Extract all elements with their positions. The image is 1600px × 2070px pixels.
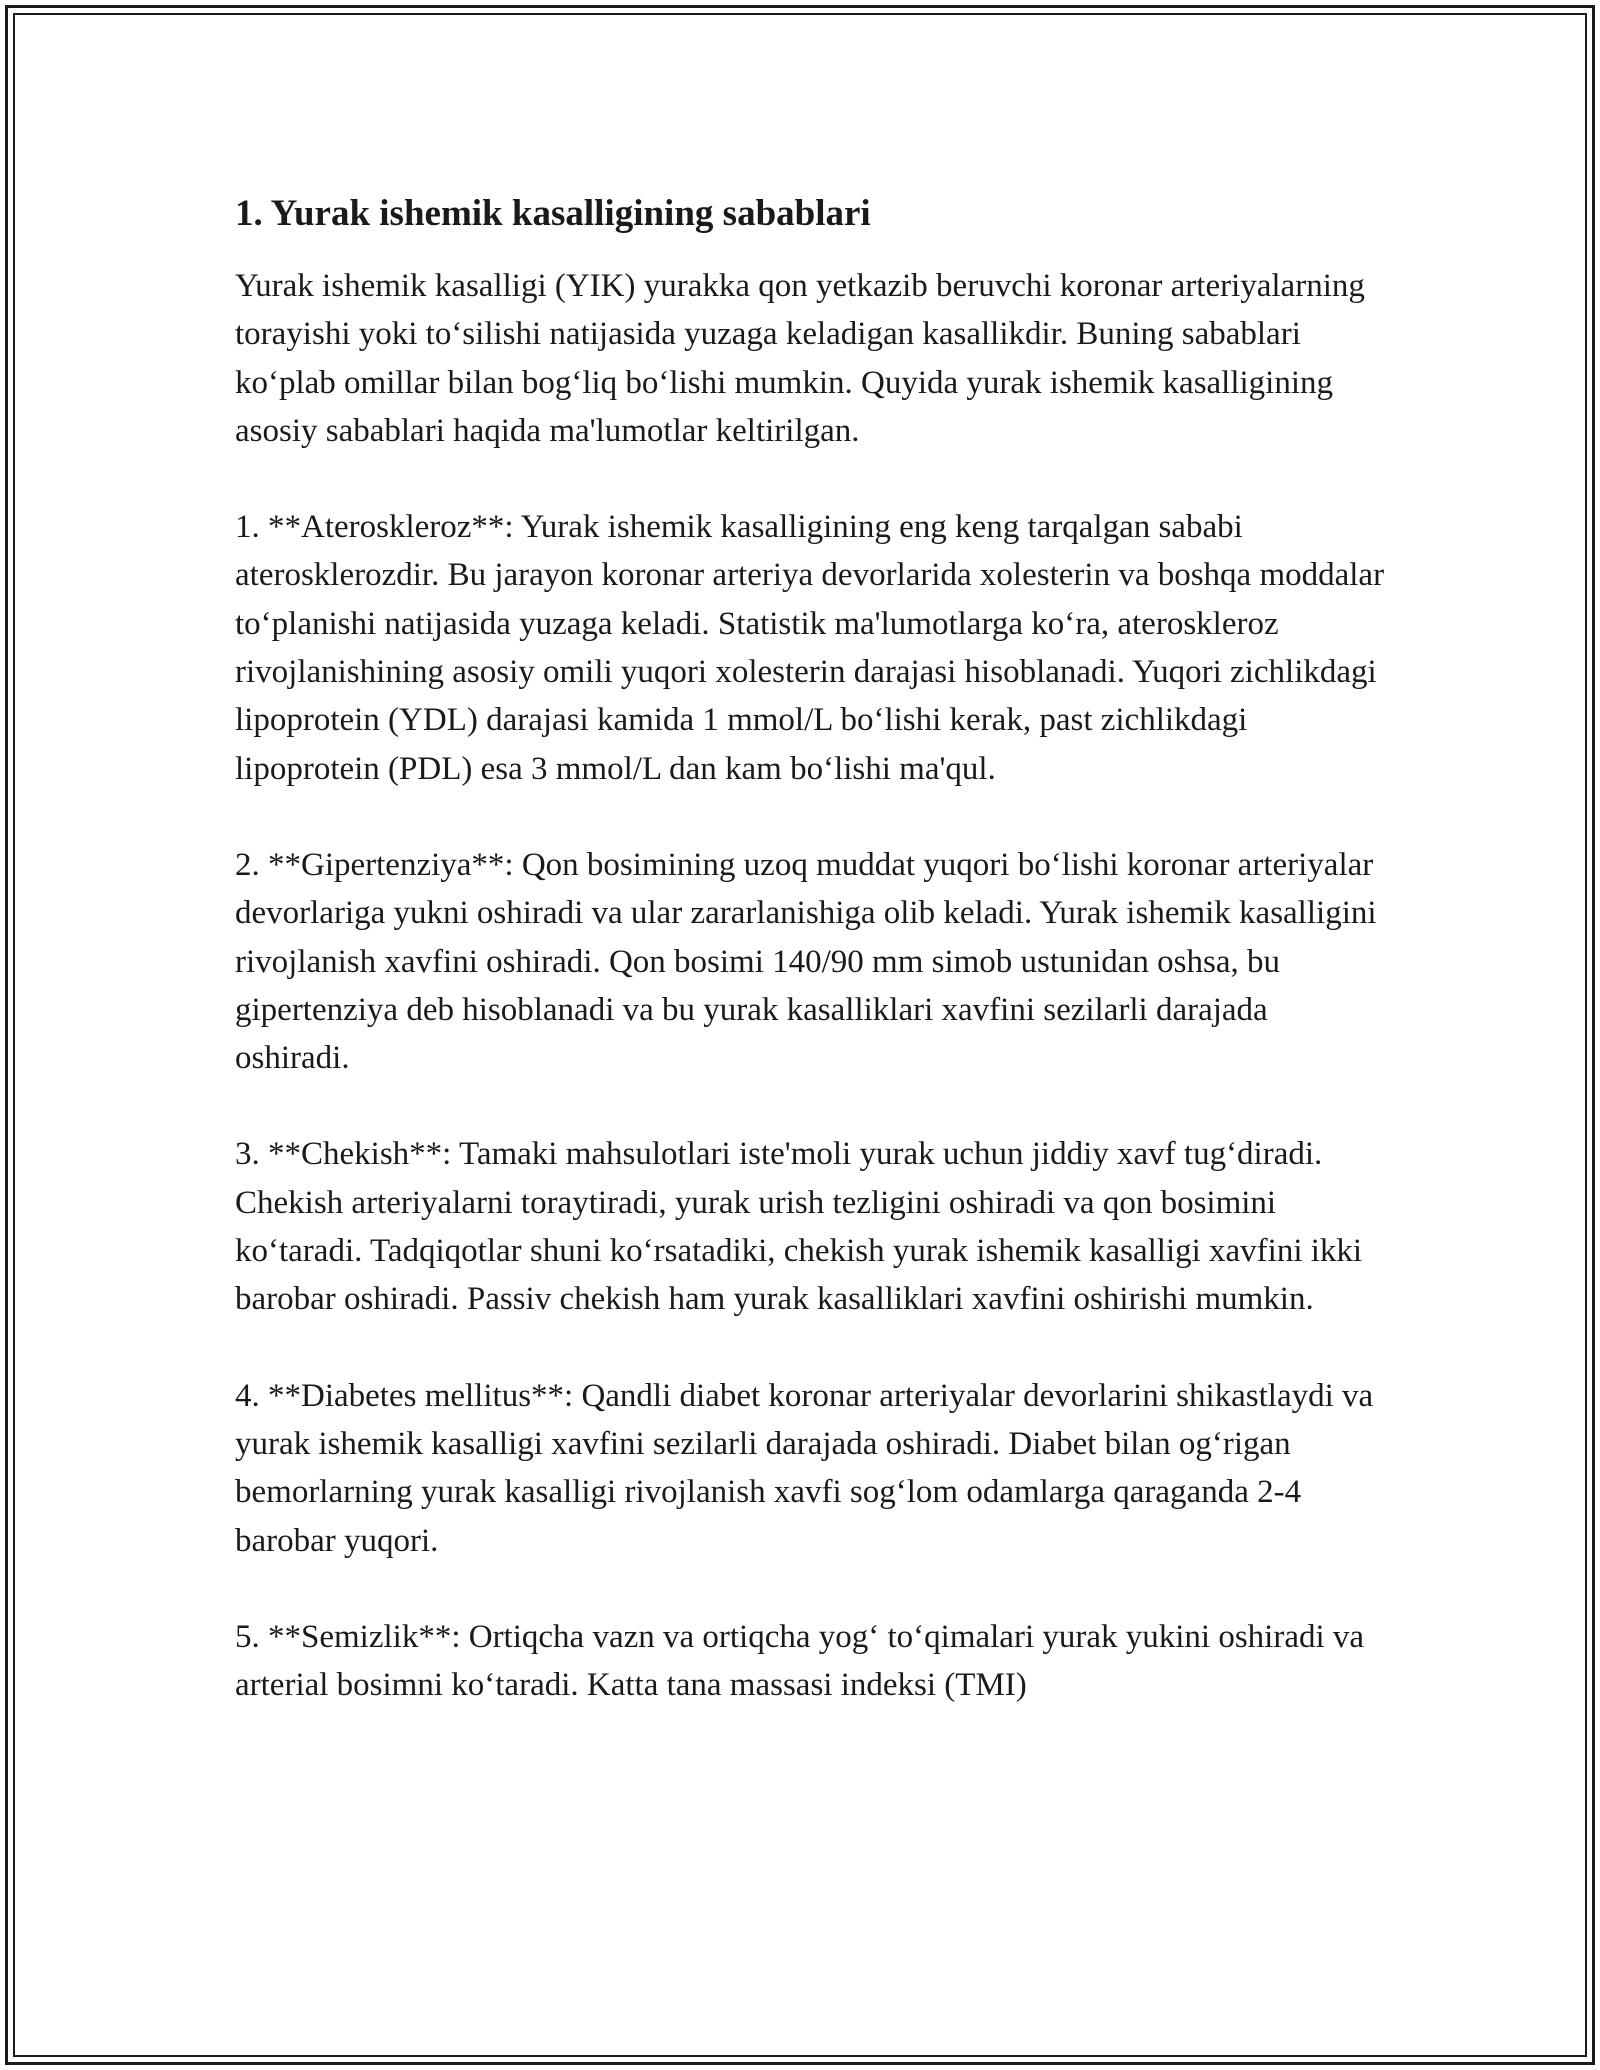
document-page xyxy=(235,188,1385,1757)
cause-diabetes-paragraph: 4. **Diabetes mellitus**: Qandli diabet koronar arteriyalar devorlarini shikastlaydi va yurak ishemik kasalligi xavfini sezilarli darajada oshiradi. Diabet bilan og‘rigan bemorlarning yurak kasalligi rivojlanish xavfi sog‘lom odamlarga qaraganda 2-4 barobar yuqori. xyxy=(235,1377,1374,1559)
cause-smoking-paragraph: 3. **Chekish**: Tamaki mahsulotlari iste'moli yurak uchun jiddiy xavf tug‘diradi. Chekish arteriyalarni toraytiradi, yurak urish tezligini oshiradi va qon bosimini ko‘taradi. Tadqiqotlar shuni ko‘rsatadiki, chekish yurak ishemik kasalligi xavfini ikki barobar oshiradi. Passiv chekish ham yurak kasalliklari xavfini oshirishi mumkin. xyxy=(235,1136,1363,1318)
section-heading: 1. Yurak ishemik kasalligining sabablari xyxy=(235,193,871,234)
intro-paragraph: Yurak ishemik kasalligi (YIK) yurakka qon yetkazib beruvchi koronar arteriyalarning torayishi yoki to‘silishi natijasida yuzaga keladigan kasallikdir. Buning sabablari ko‘plab omillar bilan bog‘liq bo‘lishi mumkin. Quyida yurak ishemik kasalligining asosiy sabablari haqida ma'lumotlar keltirilgan. xyxy=(235,268,1365,449)
cause-hypertension-paragraph: 2. **Gipertenziya**: Qon bosimining uzoq muddat yuqori bo‘lishi koronar arteriyalar devorlariga yukni oshiradi va ular zararlanishiga olib keladi. Yurak ishemik kasalligini rivojlanish xavfini oshiradi. Qon bosimi 140/90 mm simob ustunidan oshsa, bu gipertenziya deb hisoblanadi va bu yurak kasalliklari xavfini sezilarli darajada oshiradi. xyxy=(235,846,1377,1077)
cause-atherosclerosis-paragraph: 1. **Ateroskleroz**: Yurak ishemik kasalligining eng keng tarqalgan sababi aterosklerozdir. Bu jarayon koronar arteriya devorlarida xolesterin va boshqa moddalar to‘planishi natijasida yuzaga keladi. Statistik ma'lumotlarga ko‘ra, ateroskleroz rivojlanishining asosiy omili yuqori xolesterin darajasi hisoblanadi. Yuqori zichlikdagi lipoprotein (YDL) darajasi kamida 1 mmol/L bo‘lishi kerak, past zichlikdagi lipoprotein (PDL) esa 3 mmol/L dan kam bo‘lishi ma'qul. xyxy=(235,509,1385,787)
cause-obesity-paragraph: 5. **Semizlik**: Ortiqcha vazn va ortiqcha yog‘ to‘qimalari yurak yukini oshiradi va arterial bosimni ko‘taradi. Katta tana massasi indeksi (TMI) xyxy=(235,1618,1365,1704)
